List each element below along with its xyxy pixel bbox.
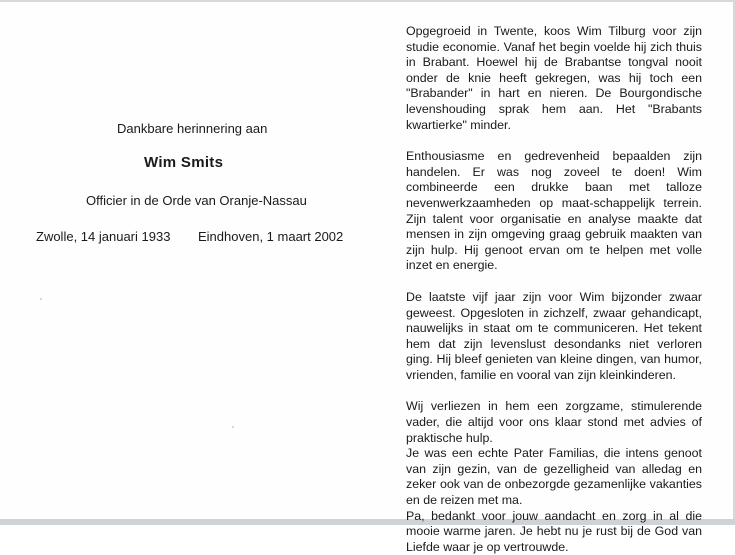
farewell-family: Je was een echte Pater Familias, die intens genoot van zijn gezin, van de gezelligheid van alledag en zeker ook van de onbezorgde gezamenlijke vakanties en de reizen met ma.: [406, 446, 702, 508]
dedication-text: Dankbare herinnering aan: [117, 121, 268, 136]
honour-text: Officier in de Orde van Oranje-Nassau: [86, 193, 307, 208]
paragraph-illness: De laatste vijf jaar zijn voor Wim bijzonder zwaar geweest. Opgesloten in zichzelf, zwaar gehandicapt, nauwelijks in staat om te communiceren. Het tekent hem dat zijn levenslust desondanks niet verloren ging. Hij bleef genieten van kleine dingen, van humor, vrienden, familie en vooral van zijn kleinkinderen.: [406, 289, 702, 382]
farewell-thanks: Pa, bedankt voor jouw aandacht en zorg in al die mooie warme jaren. Je hebt nu je rust bij de God van Liefde waar je op vertrouwde.: [406, 508, 702, 554]
farewell-father: Wij verliezen in hem een zorgzame, stimulerende vader, die altijd voor ons klaar stond met advies of praktische hulp.: [406, 399, 702, 445]
birth-place-date: Zwolle, 14 januari 1933: [36, 229, 171, 244]
paragraph-farewell: [406, 399, 702, 555]
death-place-date: Eindhoven, 1 maart 2002: [198, 229, 344, 244]
right-panel: [406, 24, 702, 555]
deceased-name: Wim Smits: [144, 154, 224, 171]
paragraph-career: Enthousiasme en gedrevenheid bepaalden zijn handelen. Er was nog zoveel te doen! Wim combineerde een drukke baan met talloze nevenwerkzaamheden op maat-schappelijk terrein. Zijn talent voor organisatie en analyse maakte dat mensen in zijn omgeving graag gebruik maakten van zijn hulp. Hij genoot ervan om te helpen met volle inzet en energie.: [406, 149, 702, 273]
paragraph-youth: Opgegroeid in Twente, koos Wim Tilburg voor zijn studie economie. Vanaf het begin voelde hij zich thuis in Brabant. Hoewel hij de Brabantse tongval nooit onder de knie heeft gekregen, was hij toch een "Brabander" in hart en nieren. De Bourgondische levenshouding sprak hem aan. Het "Brabants kwartierke" minder.: [406, 24, 702, 132]
left-panel: [0, 0, 368, 525]
